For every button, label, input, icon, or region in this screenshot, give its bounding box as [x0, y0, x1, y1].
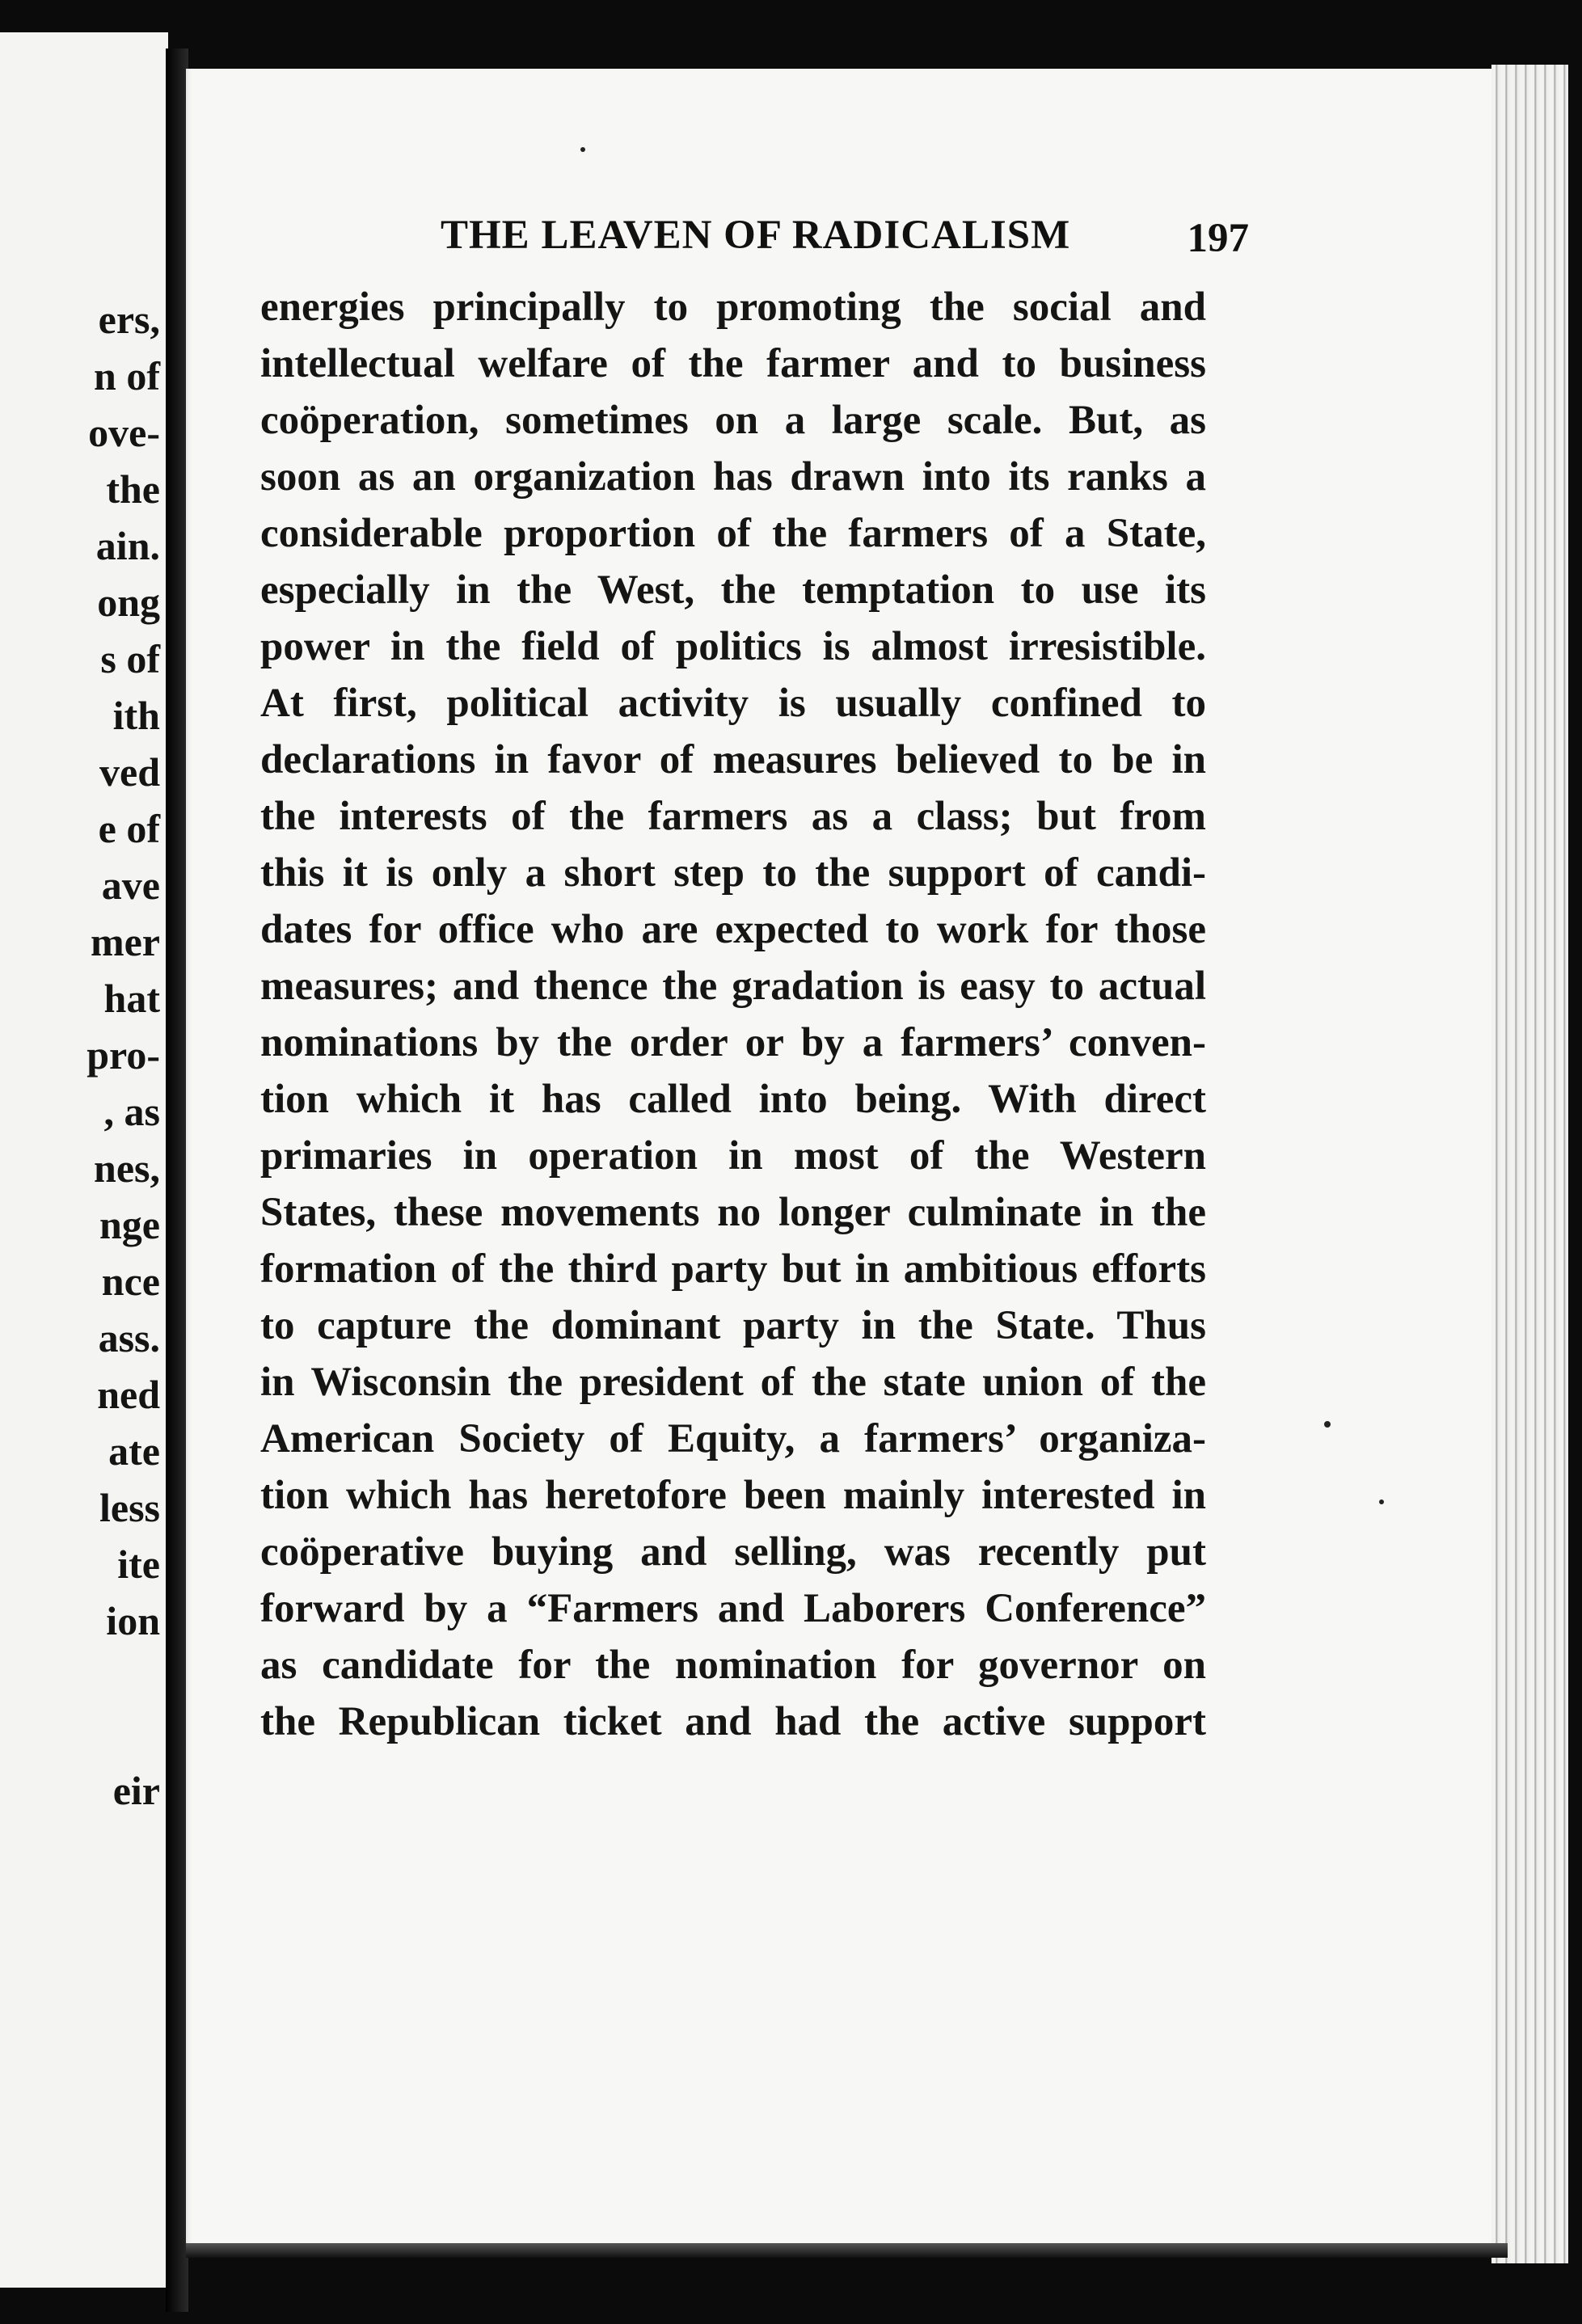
- text-line: power in the field of politics is almost irresistible.: [260, 624, 1206, 669]
- left-line-ending: ain.: [95, 523, 160, 568]
- left-line-ending: ave: [101, 863, 160, 908]
- running-title: THE LEAVEN OF RADICALISM: [441, 213, 1071, 258]
- text-line: in Wisconsin the president of the state union of the: [260, 1360, 1206, 1405]
- text-line: coöperation, sometimes on a large scale. But, as: [260, 398, 1206, 443]
- text-line: energies principally to promoting the social and: [260, 285, 1206, 330]
- text-line: formation of the third party but in ambitious efforts: [260, 1246, 1206, 1292]
- page-edges: [1491, 65, 1568, 2263]
- left-line-ending: ion: [106, 1598, 160, 1643]
- left-line-ending: hat: [103, 976, 160, 1021]
- left-line-ending: , as: [103, 1089, 160, 1134]
- left-line-ending: nce: [101, 1259, 160, 1304]
- text-line: this it is only a short step to the support of candi-: [260, 850, 1206, 896]
- previous-page-line-endings: [86, 291, 160, 1819]
- left-line-ending: e of: [98, 806, 160, 851]
- page-bottom-edge: [186, 2243, 1508, 2258]
- text-line: declarations in favor of measures believed to be in: [260, 737, 1206, 782]
- running-head: [441, 212, 1249, 268]
- text-line: intellectual welfare of the farmer and to business: [260, 341, 1206, 386]
- previous-page-fragment: [0, 32, 168, 2288]
- text-line: primaries in operation in most of the Western: [260, 1133, 1206, 1179]
- left-line-ending: ove-: [88, 410, 160, 455]
- left-line-ending: ers,: [98, 297, 160, 342]
- dust-speck: [1379, 1499, 1384, 1504]
- left-line-ending: s of: [100, 636, 160, 681]
- text-line: forward by a “Farmers and Laborers Conference”: [260, 1586, 1206, 1631]
- left-line-ending: nes,: [94, 1145, 160, 1191]
- body-text: [260, 279, 1206, 1750]
- text-line: soon as an organization has drawn into its ranks a: [260, 454, 1206, 500]
- text-line: States, these movements no longer culminate in the: [260, 1190, 1206, 1235]
- dust-speck: [580, 147, 585, 152]
- page-number: 197: [1187, 216, 1249, 261]
- text-line: as candidate for the nomination for governor on: [260, 1643, 1206, 1688]
- text-line: American Society of Equity, a farmers’ organiza-: [260, 1416, 1206, 1461]
- left-line-ending: ite: [117, 1542, 160, 1587]
- text-line: tion which it has called into being. With direct: [260, 1077, 1206, 1122]
- left-line-ending: nge: [99, 1202, 160, 1247]
- book-binding-gutter: [166, 49, 188, 2312]
- text-line: to capture the dominant party in the State. Thus: [260, 1303, 1206, 1348]
- left-line-ending: pro-: [86, 1032, 160, 1078]
- left-line-ending: eir: [112, 1768, 160, 1813]
- left-line-ending: ith: [112, 693, 160, 738]
- text-line: tion which has heretofore been mainly interested in: [260, 1473, 1206, 1518]
- text-line: the interests of the farmers as a class; but from: [260, 794, 1206, 839]
- left-line-ending: ned: [97, 1372, 160, 1417]
- left-line-ending: ate: [108, 1428, 160, 1474]
- left-line-ending: ved: [99, 749, 160, 795]
- text-line: considerable proportion of the farmers of a State,: [260, 511, 1206, 556]
- text-line: dates for office who are expected to work for those: [260, 907, 1206, 952]
- left-line-ending: less: [99, 1485, 160, 1530]
- text-line: coöperative buying and selling, was recently put: [260, 1529, 1206, 1575]
- left-line-ending: n of: [94, 353, 160, 399]
- text-line: nominations by the order or by a farmers’ conven-: [260, 1020, 1206, 1065]
- left-line-ending: the: [106, 466, 160, 512]
- dust-speck: [1324, 1421, 1331, 1428]
- text-line: especially in the West, the temptation to use its: [260, 567, 1206, 613]
- left-line-ending: mer: [90, 919, 160, 964]
- text-line: measures; and thence the gradation is easy to actual: [260, 964, 1206, 1009]
- left-line-ending: ass.: [98, 1315, 160, 1360]
- left-line-ending: [86, 1649, 160, 1762]
- text-line: At first, political activity is usually confined to: [260, 681, 1206, 726]
- left-line-ending: ong: [97, 580, 160, 625]
- text-line: the Republican ticket and had the active support: [260, 1699, 1206, 1744]
